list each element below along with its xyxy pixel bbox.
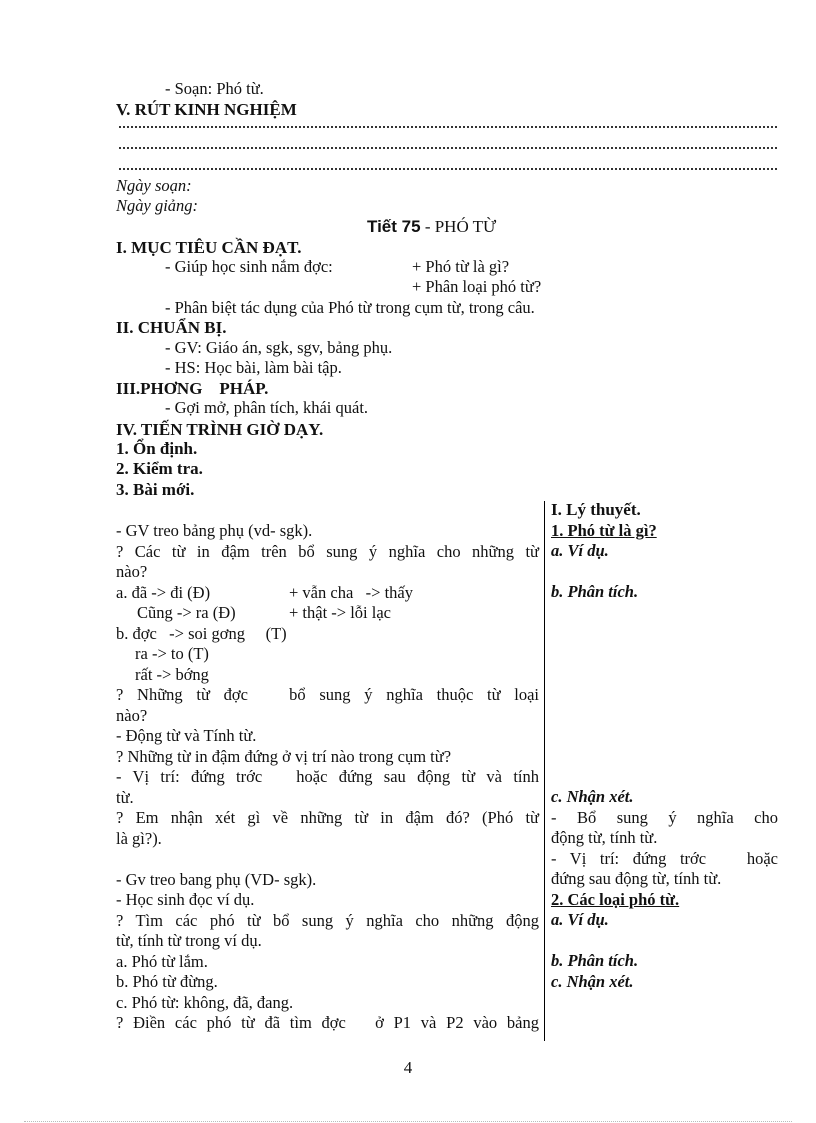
left-line: ? Tìm các phó từ bổ sung ý nghĩa cho những động (116, 910, 539, 930)
right-subheading: 1. Phó từ là gì? (551, 520, 657, 540)
left-line: ? Những từ đợc bổ sung ý nghĩa thuộc từ loại (116, 685, 539, 704)
right-item: a. Ví dụ. (551, 541, 609, 560)
left-line: - Gv treo bang phụ (VD- sgk). (116, 869, 317, 889)
blank-line (551, 931, 778, 952)
ngay-giang-label: Ngày giảng: (116, 196, 199, 215)
blank-line (551, 664, 778, 685)
blank-line (551, 562, 778, 583)
left-line: từ. (116, 787, 134, 807)
left-line: là gì?). (116, 828, 162, 848)
right-column (551, 500, 778, 992)
left-line: ? Những từ in đậm đứng ở vị trí nào trong cụm từ? (116, 746, 452, 766)
step-3: 3. Bài mới. (116, 480, 195, 499)
right-line: động từ, tính từ. (551, 828, 658, 847)
left-line: nào? (116, 705, 148, 725)
left-line: ? Em nhận xét gì về những từ in đậm đó? (Phó từ (116, 808, 539, 827)
blank-line (551, 623, 778, 644)
lesson-name: - PHÓ TỪ (420, 217, 497, 236)
soan-line: - Soạn: Phó từ. (165, 79, 264, 98)
goal-intro: - Giúp học sinh nắm đợc: (165, 257, 333, 276)
prep-hs: - HS: Học bài, làm bài tập. (165, 358, 342, 377)
left-line: a. Phó từ lắm. (116, 951, 208, 971)
left-line: b. Phó từ đừng. (116, 972, 218, 991)
blank-line (116, 849, 539, 870)
blank-line (551, 705, 778, 726)
right-line: - Bổ sung ý nghĩa cho (551, 807, 778, 827)
right-item: c. Nhận xét. (551, 971, 634, 991)
left-line: - Vị trí: đứng trớc hoặc đứng sau động từ và tính (116, 767, 539, 786)
blank-line (551, 685, 778, 706)
lesson-title (367, 217, 496, 237)
prep-gv: - GV: Giáo án, sgk, sgv, bảng phụ. (165, 338, 393, 357)
right-subheading: 2. Các loại phó từ. (551, 889, 680, 909)
left-column (116, 521, 539, 1034)
page-bottom-border (24, 1121, 792, 1122)
left-line: nào? (116, 562, 148, 581)
section1-heading: I. MỤC TIÊU CẦN ĐẠT. (116, 238, 302, 257)
step-2: 2. Kiểm tra. (116, 459, 203, 478)
goal-a: + Phó từ là gì? (412, 257, 510, 276)
section5-heading: V. RÚT KINH NGHIỆM (116, 100, 297, 119)
dotted-line-1 (119, 124, 777, 128)
left-line-b: + thật -> lỗi lạc (289, 603, 391, 622)
page-number: 4 (403, 1058, 413, 1077)
blank-line (551, 746, 778, 767)
right-item: b. Phân tích. (551, 582, 639, 601)
blank-line (551, 726, 778, 747)
method-line: - Gợi mở, phân tích, khái quát. (165, 398, 369, 417)
lesson-number: Tiết 75 (367, 217, 421, 236)
right-item: a. Ví dụ. (551, 910, 609, 929)
blank-line (551, 644, 778, 665)
blank-line (551, 767, 778, 788)
left-line-pair (116, 603, 539, 624)
left-line: - GV treo bảng phụ (vd- sgk). (116, 521, 313, 540)
left-line: ra -> to (T) (135, 644, 209, 663)
goal-b: + Phân loại phó từ? (412, 277, 542, 296)
dotted-line-3 (119, 166, 777, 170)
left-line-a: a. đã -> đi (Đ) (116, 582, 211, 602)
left-line: - Động từ và Tính từ. (116, 726, 257, 745)
left-line: từ, tính từ trong ví dụ. (116, 931, 262, 950)
left-line: rất -> bớng (135, 664, 209, 684)
dotted-line-2 (119, 145, 777, 149)
step-1: 1. Ổn định. (116, 439, 198, 458)
column-divider (544, 501, 545, 1041)
section2-heading: II. CHUẨN BỊ. (116, 318, 227, 337)
left-line-b: + vẫn cha -> thấy (289, 582, 413, 602)
right-line: - Vị trí: đứng trớc hoặc (551, 848, 778, 868)
left-line: ? Điền các phó từ đã tìm đợc ở P1 và P2 vào bảng (116, 1013, 539, 1032)
left-line: ? Các từ in đậm trên bổ sung ý nghĩa cho những từ (116, 541, 539, 561)
left-line-pair (116, 583, 539, 604)
left-line: - Học sinh đọc ví dụ. (116, 890, 255, 909)
left-line: b. đợc -> soi gơng (T) (116, 623, 287, 643)
right-item: b. Phân tích. (551, 951, 639, 970)
right-heading: I. Lý thuyết. (551, 500, 641, 519)
right-item: c. Nhận xét. (551, 787, 634, 806)
left-line-a: Cũng -> ra (Đ) (137, 603, 236, 622)
section4-heading: IV. TIẾN TRÌNH GIỜ DẠY. (116, 420, 324, 439)
goal-c: - Phân biệt tác dụng của Phó từ trong cụm từ, trong câu. (165, 298, 535, 317)
section3-heading: III.PHƠNG PHÁP. (116, 379, 269, 398)
right-line: đứng sau động từ, tính từ. (551, 869, 722, 888)
blank-line (551, 603, 778, 624)
ngay-soan-label: Ngày soạn: (116, 176, 192, 195)
left-line: c. Phó từ: không, đã, đang. (116, 992, 294, 1012)
